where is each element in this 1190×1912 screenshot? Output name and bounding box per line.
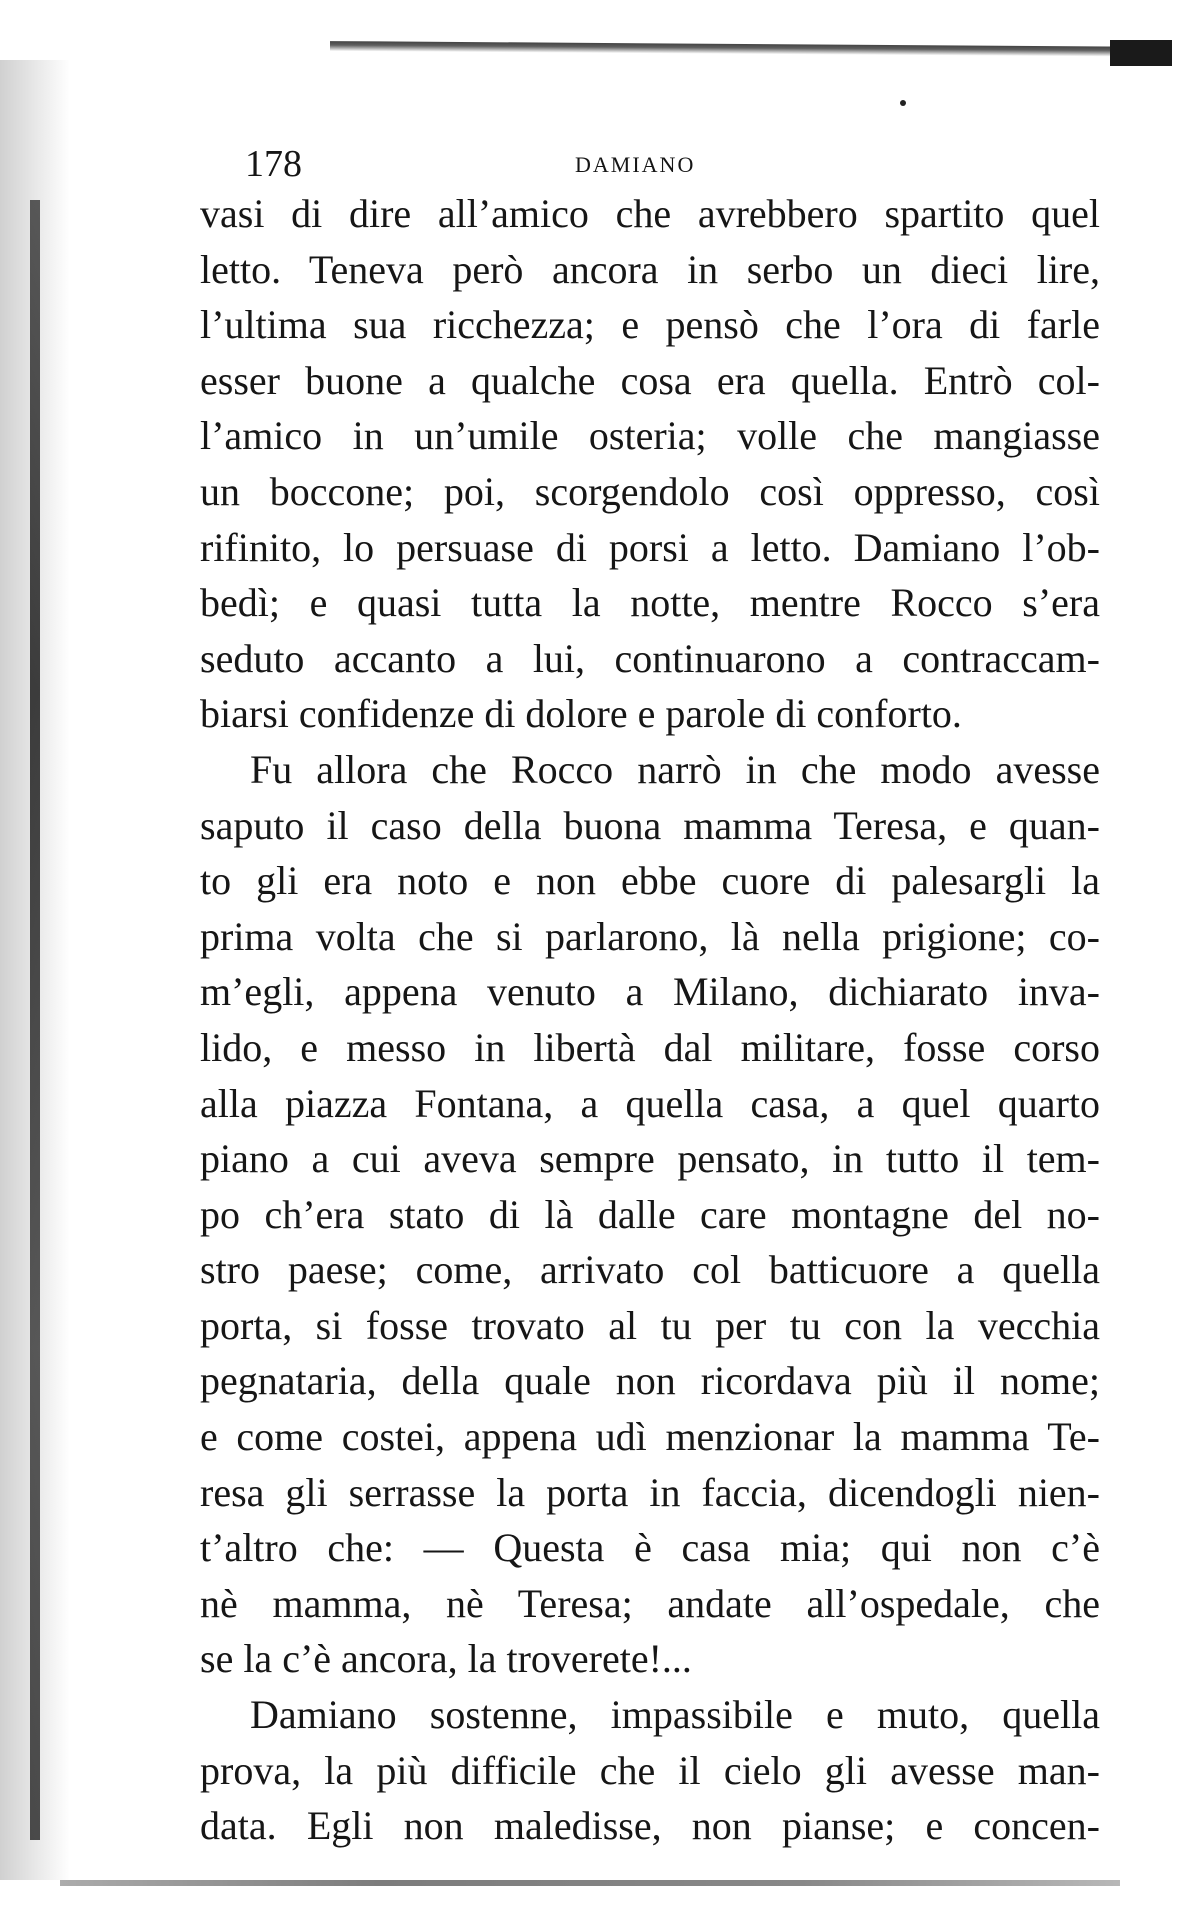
scan-spine-edge — [30, 200, 40, 1840]
text-line: lido, e messo in libertà dal militare, fosse corso — [200, 1024, 1100, 1070]
text-line: vasi di dire all’amico che avrebbero spartito quel — [200, 191, 1100, 236]
running-title: DAMIANO — [575, 152, 696, 177]
text-line: bedì; e quasi tutta la notte, mentre Rocco s’era — [200, 580, 1100, 626]
text-line: rifinito, lo persuase di porsi a letto. Damiano l’ob- — [200, 524, 1100, 570]
text-line: seduto accanto a lui, continuarono a contraccam- — [200, 635, 1100, 681]
text-line: letto. Teneva però ancora in serbo un dieci lire, — [200, 246, 1100, 292]
text-line: e come costei, appena udì menzionar la mamma Te- — [200, 1414, 1100, 1460]
text-line: l’ultima sua ricchezza; e pensò che l’ora di farle — [200, 302, 1100, 348]
text-line: to gli era noto e non ebbe cuore di palesargli la — [200, 858, 1100, 904]
scan-bottom-edge — [60, 1880, 1120, 1886]
text-line: prima volta che si parlarono, là nella prigione; co- — [200, 913, 1100, 959]
scan-top-corner — [1110, 40, 1172, 66]
text-line: po ch’era stato di là dalle care montagne del no- — [200, 1191, 1100, 1237]
text-line: Fu allora che Rocco narrò in che modo avesse — [250, 746, 1100, 792]
text-line: data. Egli non maledisse, non pianse; e concen- — [200, 1803, 1100, 1849]
text-line: resa gli serrasse la porta in faccia, dicendogli nien- — [200, 1469, 1100, 1515]
page-header — [245, 142, 1105, 186]
text-line: porta, si fosse trovato al tu per tu con la vecchia — [200, 1302, 1100, 1348]
text-line: t’altro che: — Questa è casa mia; qui non c’è — [200, 1525, 1100, 1571]
text-line: se la c’è ancora, la troverete!... — [200, 1636, 692, 1682]
page-number: 178 — [245, 143, 302, 185]
scan-speck — [900, 100, 906, 106]
text-line: alla piazza Fontana, a quella casa, a quel quarto — [200, 1080, 1100, 1126]
text-line: piano a cui aveva sempre pensato, in tutto il tem- — [200, 1136, 1100, 1182]
text-line: biarsi confidenze di dolore e parole di conforto. — [200, 691, 962, 737]
text-line: nè mamma, nè Teresa; andate all’ospedale, che — [200, 1580, 1100, 1626]
text-line: saputo il caso della buona mamma Teresa, e quan- — [200, 802, 1100, 848]
body-text — [200, 186, 1100, 1854]
text-line: stro paese; come, arrivato col batticuore a quella — [200, 1247, 1100, 1293]
text-line: esser buone a qualche cosa era quella. Entrò col- — [200, 357, 1100, 403]
text-line: un boccone; poi, scorgendolo così oppresso, così — [200, 468, 1100, 514]
scan-top-edge — [330, 41, 1170, 57]
text-line: Damiano sostenne, impassibile e muto, quella — [250, 1692, 1100, 1738]
text-line: m’egli, appena venuto a Milano, dichiarato inva- — [200, 969, 1100, 1015]
text-line: prova, la più difficile che il cielo gli avesse man- — [200, 1747, 1100, 1793]
text-line: pegnataria, della quale non ricordava più il nome; — [200, 1358, 1100, 1404]
text-line: l’amico in un’umile osteria; volle che mangiasse — [200, 413, 1100, 459]
